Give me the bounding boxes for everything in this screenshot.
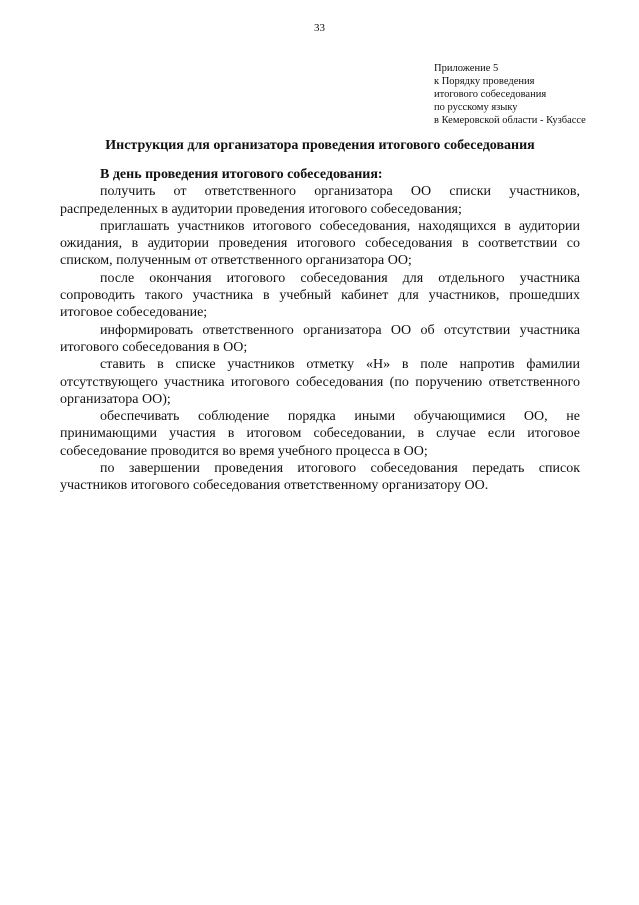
instruction-paragraph: ставить в списке участников отметку «Н» в поле напротив фамилии отсутствующего участника итогового собеседования (по поручению ответственного организатора ОО); <box>60 357 580 407</box>
section-heading: В день проведения итогового собеседования: <box>100 167 383 182</box>
page-number: 33 <box>314 22 325 34</box>
appendix-line: итогового собеседования <box>434 89 547 100</box>
appendix-line: к Порядку проведения <box>434 76 535 87</box>
instruction-paragraph: обеспечивать соблюдение порядка иными обучающимися ОО, не принимающими участия в итоговом собеседовании, в случае если итоговое собеседование проводится во время учебного процесса в ОО; <box>60 409 580 459</box>
appendix-line: Приложение 5 <box>434 63 499 74</box>
appendix-reference <box>434 62 586 127</box>
appendix-line: в Кемеровской области - Кузбассе <box>434 115 586 126</box>
instruction-paragraph: информировать ответственного организатора ОО об отсутствии участника итогового собеседования в ОО; <box>60 322 580 355</box>
instruction-paragraph: приглашать участников итогового собеседования, находящихся в аудитории ожидания, в аудитории проведения итогового собеседования в соответствии со списком, полученным от ответственного организатора ОО; <box>60 218 580 269</box>
instruction-paragraph: получить от ответственного организатора ОО списки участников, распределенных в аудитории проведения итогового собеседования; <box>60 184 580 217</box>
instruction-paragraph: по завершении проведения итогового собеседования передать список участников итогового собеседования ответственному организатору ОО. <box>60 461 580 494</box>
document-body <box>60 166 580 495</box>
instruction-paragraph: после окончания итогового собеседования для отдельного участника сопроводить такого участника в учебный кабинет для участников, прошедших итоговое собеседование; <box>60 270 580 321</box>
document-title: Инструкция для организатора проведения итогового собеседования <box>105 138 535 153</box>
appendix-line: по русскому языку <box>434 102 518 113</box>
